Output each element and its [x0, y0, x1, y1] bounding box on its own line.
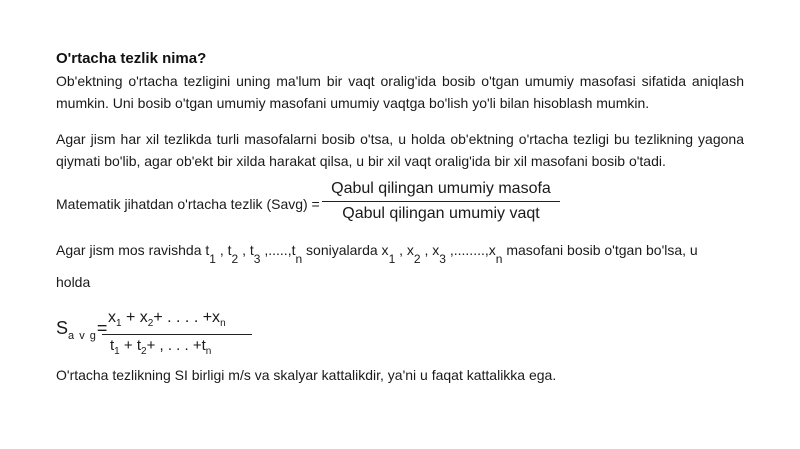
formula-numerator-symbols: $x_1 + x_2+$ . . . . $+x_n$ — [102, 308, 252, 335]
text-segment: ,.....,t — [260, 242, 296, 258]
text-segment: , x — [395, 242, 414, 258]
subscript: 3 — [439, 252, 446, 266]
equals-sign: = — [96, 318, 108, 338]
subscript: 1 — [209, 252, 216, 266]
formula-lhs — [56, 318, 108, 342]
variables-line-2: holda — [56, 274, 91, 290]
formula-denominator: Qabul qilingan umumiy vaqt — [342, 205, 540, 222]
formula-numerator: Qabul qilingan umumiy masofa — [322, 178, 560, 202]
subscript: n — [495, 252, 503, 266]
text-segment: ,........,x — [445, 242, 496, 258]
paragraph-variables — [56, 240, 744, 292]
text-segment: masofani bosib o'tgan bo'lsa, u — [502, 242, 698, 258]
text-segment: soniyalarda x — [302, 242, 389, 258]
text-segment: , x — [420, 242, 440, 258]
formula-denominator-symbols: $t_1 + t_2+$ , . . . $+t_n$ — [110, 337, 212, 358]
formula-fraction-symbols — [102, 308, 252, 363]
subscript: 1 — [388, 252, 396, 266]
average-speed-formula-words — [56, 178, 756, 228]
paragraph-explanation: Agar jism har xil tezlikda turli masofalarni bosib o'tsa, u holda ob'ektning o'rtacha tezligi bu tezlikning yagona qiymati bo'lib, agar ob'ekt bir xilda harakat qilsa, u bir xil vaqt oralig'ida bir xil masofani bosib o'tadi. — [56, 131, 744, 169]
paragraph-definition: Ob'ektning o'rtacha tezligini uning ma'lum bir vaqt oralig'ida bosib o'tgan umumiy masofasi sifatida aniqlash mumkin. Uni bosib o'tgan umumiy masofani umumiy vaqtga bo'lish yo'li bilan hisoblash mumkin. — [56, 73, 744, 111]
subscript: 2 — [231, 252, 239, 266]
formula-fraction — [322, 178, 560, 226]
subscript: 3 — [253, 252, 261, 266]
text-segment: Agar jism mos ravishda t — [56, 242, 210, 258]
text-segment: , t — [215, 242, 232, 258]
subscript: n — [295, 252, 303, 266]
section-heading: O'rtacha tezlik nima? — [56, 50, 207, 67]
subscript: 2 — [413, 252, 421, 266]
variables-line — [56, 240, 744, 264]
formula-label: Matematik jihatdan o'rtacha tezlik (Savg) = — [56, 196, 320, 212]
lhs-subscript: a v g — [68, 330, 97, 342]
text-segment: , t — [238, 242, 254, 258]
paragraph-si-unit: O'rtacha tezlikning SI birligi m/s va skalyar kattalikdir, ya'ni u faqat kattalikka ega. — [56, 367, 557, 383]
average-speed-formula-symbols — [56, 306, 316, 358]
lhs-symbol: S — [56, 318, 69, 338]
